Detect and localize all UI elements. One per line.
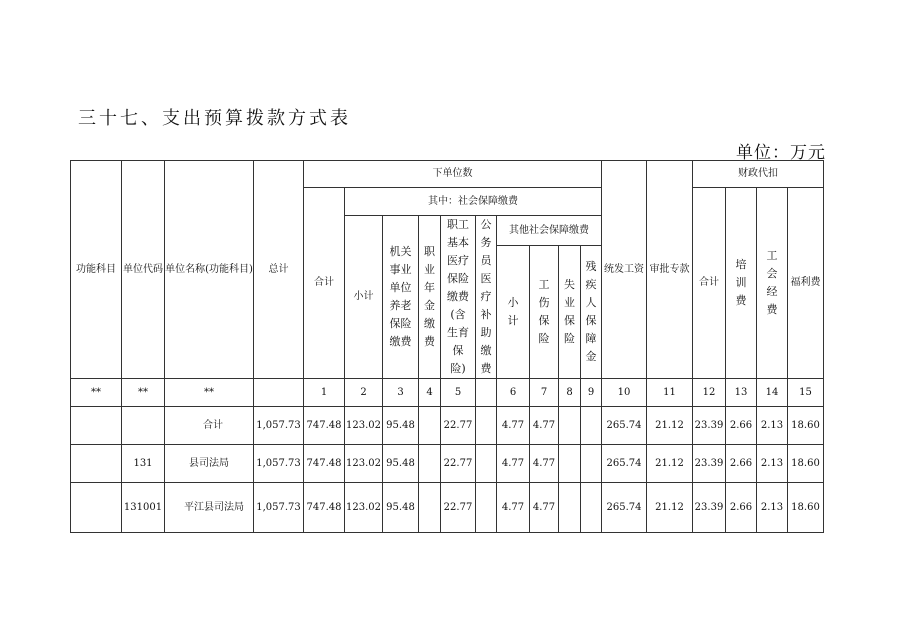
value-cell: 4.77	[530, 407, 559, 445]
index-cell: **	[122, 379, 165, 407]
value-cell	[476, 445, 497, 483]
value-cell: 2.13	[757, 483, 788, 533]
value-cell: 18.60	[788, 407, 824, 445]
value-cell: 123.02	[345, 407, 383, 445]
unit-name-cell: 县司法局	[165, 445, 254, 483]
index-cell	[476, 379, 497, 407]
value-cell: 95.48	[383, 445, 419, 483]
value-cell	[581, 483, 602, 533]
value-cell	[476, 407, 497, 445]
index-cell: 11	[647, 379, 693, 407]
unit-code-cell	[122, 407, 165, 445]
header-total: 总计	[254, 161, 304, 379]
header-unit-code: 单位代码	[122, 161, 165, 379]
index-cell: 6	[497, 379, 530, 407]
value-cell	[476, 483, 497, 533]
value-cell: 4.77	[530, 445, 559, 483]
header-civil-medical: 公务员医疗补助缴费	[480, 218, 492, 375]
index-cell	[254, 379, 304, 407]
header-pension: 机关事业单位养老保险缴费	[389, 245, 412, 348]
value-cell: 747.48	[304, 483, 345, 533]
value-cell	[559, 407, 581, 445]
value-cell: 18.60	[788, 445, 824, 483]
header-unemployment: 失业保险	[564, 277, 575, 345]
table-row	[71, 445, 824, 483]
unit-label: 单位：万元	[736, 143, 826, 163]
value-cell: 265.74	[602, 445, 647, 483]
header-medical: 职工基本医疗保险缴费(含生育保险)	[447, 218, 469, 375]
index-cell: 3	[383, 379, 419, 407]
value-cell: 265.74	[602, 407, 647, 445]
func-subject-cell	[71, 407, 122, 445]
index-cell: 14	[757, 379, 788, 407]
header-subtotal-all: 合计	[304, 188, 345, 379]
header-ss-subtotal: 小计	[345, 216, 383, 379]
header-other-ss: 其他社会保障缴费	[497, 216, 602, 246]
index-cell: 8	[559, 379, 581, 407]
header-fd-total: 合计	[693, 188, 726, 379]
header-lower-unit: 下单位数	[304, 161, 602, 188]
unit-name-cell: 平江县司法局	[165, 483, 254, 533]
value-cell: 747.48	[304, 445, 345, 483]
total-cell: 1,057.73	[254, 445, 304, 483]
header-union: 工会经费	[766, 249, 778, 316]
index-cell: 1	[304, 379, 345, 407]
header-salary: 统发工资	[602, 161, 647, 379]
value-cell	[419, 483, 441, 533]
header-special: 审批专款	[647, 161, 693, 379]
index-cell: **	[165, 379, 254, 407]
value-cell: 2.66	[726, 445, 757, 483]
index-cell: 10	[602, 379, 647, 407]
value-cell: 4.77	[530, 483, 559, 533]
value-cell: 4.77	[497, 445, 530, 483]
header-unit-name: 单位名称(功能科目)	[165, 161, 254, 379]
page-title: 三十七、支出预算拨款方式表	[78, 108, 351, 129]
index-cell: 2	[345, 379, 383, 407]
value-cell: 2.66	[726, 483, 757, 533]
index-cell: 12	[693, 379, 726, 407]
unit-name-cell: 合计	[165, 407, 254, 445]
value-cell: 123.02	[345, 483, 383, 533]
value-cell: 21.12	[647, 483, 693, 533]
table-row	[71, 407, 824, 445]
header-disability: 残疾人保障金	[585, 259, 597, 363]
unit-code-cell: 131001	[122, 483, 165, 533]
table-row	[71, 483, 824, 533]
index-cell: **	[71, 379, 122, 407]
value-cell	[581, 407, 602, 445]
index-cell: 5	[441, 379, 476, 407]
header-func-subject: 功能科目	[71, 161, 122, 379]
value-cell: 123.02	[345, 445, 383, 483]
header-injury: 工伤保险	[538, 277, 550, 345]
index-cell: 15	[788, 379, 824, 407]
header-other-subtotal: 小计	[507, 295, 519, 327]
index-cell: 7	[530, 379, 559, 407]
value-cell	[559, 483, 581, 533]
value-cell: 2.66	[726, 407, 757, 445]
value-cell	[419, 445, 441, 483]
value-cell	[419, 407, 441, 445]
value-cell: 265.74	[602, 483, 647, 533]
index-cell: 9	[581, 379, 602, 407]
unit-code-cell: 131	[122, 445, 165, 483]
func-subject-cell	[71, 483, 122, 533]
value-cell	[581, 445, 602, 483]
value-cell: 23.39	[693, 445, 726, 483]
value-cell: 22.77	[441, 407, 476, 445]
func-subject-cell	[71, 445, 122, 483]
header-social-security: 其中：社会保障缴费	[345, 188, 602, 216]
value-cell: 2.13	[757, 445, 788, 483]
header-welfare: 福利费	[788, 188, 824, 379]
value-cell: 21.12	[647, 407, 693, 445]
header-finance-deduct: 财政代扣	[693, 161, 824, 188]
value-cell	[559, 445, 581, 483]
value-cell: 4.77	[497, 483, 530, 533]
index-row	[71, 379, 824, 407]
header-training: 培训费	[735, 258, 747, 307]
value-cell: 21.12	[647, 445, 693, 483]
total-cell: 1,057.73	[254, 483, 304, 533]
value-cell: 2.13	[757, 407, 788, 445]
header-annuity: 职业年金缴费	[424, 245, 435, 348]
value-cell: 22.77	[441, 483, 476, 533]
value-cell: 18.60	[788, 483, 824, 533]
budget-table	[70, 160, 824, 533]
value-cell: 23.39	[693, 407, 726, 445]
value-cell: 747.48	[304, 407, 345, 445]
value-cell: 4.77	[497, 407, 530, 445]
index-cell: 4	[419, 379, 441, 407]
total-cell: 1,057.73	[254, 407, 304, 445]
value-cell: 23.39	[693, 483, 726, 533]
value-cell: 95.48	[383, 407, 419, 445]
value-cell: 22.77	[441, 445, 476, 483]
value-cell: 95.48	[383, 483, 419, 533]
index-cell: 13	[726, 379, 757, 407]
